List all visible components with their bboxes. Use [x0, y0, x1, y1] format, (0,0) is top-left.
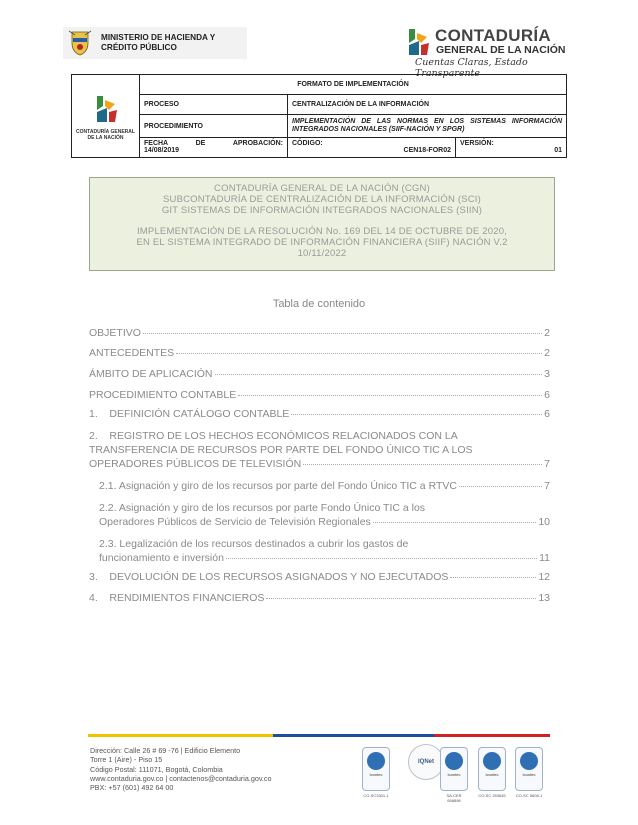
footer-color-rule: [88, 734, 550, 737]
title-line: IMPLEMENTACIÓN DE LA RESOLUCIÓN No. 169 DEL 14 DE OCTUBRE DE 2020,: [136, 226, 508, 237]
rule-red: [434, 734, 550, 737]
footer-line[interactable]: www.contaduria.gov.co | contactenos@contaduria.gov.co: [90, 773, 272, 783]
toc-entry-last-line: [99, 551, 550, 565]
format-table-logo-caption: CONTADURÍA GENERAL DE LA NACIÓN: [76, 129, 135, 141]
certification-badges: [360, 742, 550, 802]
toc-entry[interactable]: [89, 389, 550, 401]
footer-line: PBX: +57 (601) 492 64 00: [90, 783, 174, 793]
toc-entry[interactable]: [89, 327, 550, 339]
format-table-logo: [72, 75, 140, 158]
procedimiento-label: PROCEDIMIENTO: [140, 115, 288, 137]
colombia-shield-icon: [67, 29, 93, 57]
footer-line: Dirección: Calle 26 # 69 -76 | Edificio Elemento: [90, 746, 241, 755]
toc-entry[interactable]: [89, 368, 550, 380]
contaduria-emblem-small-icon: [93, 91, 119, 127]
toc-entry[interactable]: [89, 501, 550, 529]
footer-line: Torre 1 (Aire) - Piso 15: [90, 755, 163, 765]
ministry-name: [101, 33, 215, 53]
document-title-box: [89, 177, 555, 271]
slogan: Cuentas Claras, Estado Transparente: [415, 57, 528, 79]
ministry-line-1: MINISTERIO DE HACIENDA Y: [101, 33, 216, 42]
proceso-label: PROCESO: [140, 95, 288, 115]
ministry-logo: [63, 27, 247, 59]
title-line: GIT SISTEMAS DE INFORMACIÓN INTEGRADOS NACIONALES (SIIN): [161, 205, 483, 216]
toc-entry-last-line: [99, 515, 550, 529]
footer-line: Código Postal: 111071, Bogotá, Colombia: [90, 764, 223, 774]
toc-entry-page: 6: [544, 408, 550, 420]
toc-entry-label: Operadores Públicos de Servicio de Televisión Regionales: [99, 516, 371, 528]
toc-entry-page: 3: [544, 368, 550, 380]
toc-entry-page: 2: [544, 327, 550, 339]
footer-address: [90, 746, 272, 792]
version-cell: [456, 137, 567, 157]
version-value: 01: [554, 147, 562, 155]
cert-label: SA-CER 698898: [446, 793, 462, 803]
fecha-value: 14/08/2019: [144, 147, 180, 155]
toc-entry[interactable]: [89, 537, 550, 565]
toc-entry-label: OPERADORES PÚBLICOS DE TELEVISIÓN: [89, 458, 302, 470]
toc-entry[interactable]: [89, 480, 550, 492]
ministry-line-2: CRÉDITO PÚBLICO: [101, 43, 177, 52]
toc-entry[interactable]: [89, 347, 550, 359]
toc-entry-label: 2.2. Asignación y giro de los recursos por parte Fondo Único TIC a los: [99, 502, 426, 514]
fecha-cell: [140, 137, 288, 157]
toc-entry-page: 7: [544, 480, 550, 492]
toc-entry-page: 10: [538, 516, 550, 528]
toc-entry-label: 2.1. Asignación y giro de los recursos por parte del Fondo Único TIC a RTVC: [99, 480, 457, 492]
title-line: EN EL SISTEMA INTEGRADO DE INFORMACIÓN FINANCIERA (SIIF) NACIÓN V.2: [136, 237, 508, 248]
contaduria-logo: [405, 25, 575, 79]
toc-entry[interactable]: [89, 571, 550, 583]
toc-entry-page: 6: [544, 389, 550, 401]
contaduria-subtitle: GENERAL DE LA NACIÓN: [436, 44, 566, 56]
cert-label: CO-SC 5608-1: [515, 793, 543, 798]
title-line: 10/11/2022: [297, 248, 347, 259]
format-table: [71, 74, 567, 158]
codigo-cell: [288, 137, 456, 157]
toc-entry-label: 3. DEVOLUCIÓN DE LOS RECURSOS ASIGNADOS Y NO EJECUTADOS: [89, 571, 449, 583]
toc-entry-label: 4. RENDIMIENTOS FINANCIEROS: [89, 592, 265, 604]
toc-title: Tabla de contenido: [272, 298, 366, 310]
icontec-badge-icon: Icontec: [440, 747, 468, 791]
toc-entry[interactable]: [89, 429, 550, 471]
toc-entry-label: 2. REGISTRO DE LOS HECHOS ECONÓMICOS RELACIONADOS CON LA: [89, 430, 458, 442]
cert-label: CO-SC3301-1: [363, 793, 389, 798]
codigo-value: CEN18-FOR02: [403, 147, 451, 155]
toc-entry-label: OBJETIVO: [89, 327, 141, 339]
toc-entry-label: 2.3. Legalización de los recursos destinados a cubrir los gastos de: [99, 538, 409, 550]
rule-yellow: [88, 734, 273, 737]
toc-entry[interactable]: [89, 408, 550, 420]
title-line: CONTADURÍA GENERAL DE LA NACIÓN (CGN): [214, 183, 430, 194]
toc-entry-label: PROCEDIMIENTO CONTABLE: [89, 389, 237, 401]
fecha-label: FECHA DE APROBACIÓN:: [144, 140, 283, 148]
rule-blue: [273, 734, 435, 737]
toc-entry-label: 1. DEFINICIÓN CATÁLOGO CONTABLE: [89, 408, 290, 420]
procedimiento-value: IMPLEMENTACIÓN DE LAS NORMAS EN LOS SISTEMAS INFORMACIÓN INTEGRADOS NACIONALES (SIIF-NACIÓN Y SPGR): [288, 115, 567, 137]
icontec-badge-icon: Icontec: [478, 747, 506, 791]
toc-entry-page: 7: [544, 458, 550, 470]
toc-entry-label: TRANSFERENCIA DE RECURSOS POR PARTE DEL FONDO ÚNICO TIC A LOS: [89, 444, 473, 456]
toc-entry-label: ÁMBITO DE APLICACIÓN: [89, 368, 213, 380]
icontec-badge-icon: Icontec: [515, 747, 543, 791]
contaduria-title: CONTADURÍA: [435, 26, 552, 45]
title-line: SUBCONTADURÍA DE CENTRALIZACIÓN DE LA INFORMACIÓN (SCI): [162, 194, 482, 205]
toc-entry-label: ANTECEDENTES: [89, 347, 175, 359]
toc-entry[interactable]: [89, 592, 550, 604]
codigo-label: CÓDIGO:: [292, 140, 323, 148]
toc-entry-last-line: [89, 457, 550, 471]
toc-entry-label: funcionamiento e inversión: [99, 552, 224, 564]
cert-label: CO-SC 253645: [478, 793, 506, 798]
toc-entry-page: 12: [538, 571, 550, 583]
toc-entry-page: 2: [544, 347, 550, 359]
toc-entry-page: 11: [539, 552, 550, 564]
iqnet-badge-icon: IQNet: [408, 744, 444, 780]
toc-entry-page: 13: [538, 592, 550, 604]
version-label: VERSIÓN:: [460, 140, 494, 148]
icontec-badge-icon: Icontec: [362, 747, 390, 791]
format-title: FORMATO DE IMPLEMENTACIÓN: [140, 75, 567, 95]
proceso-value: CENTRALIZACIÓN DE LA INFORMACIÓN: [288, 95, 567, 115]
